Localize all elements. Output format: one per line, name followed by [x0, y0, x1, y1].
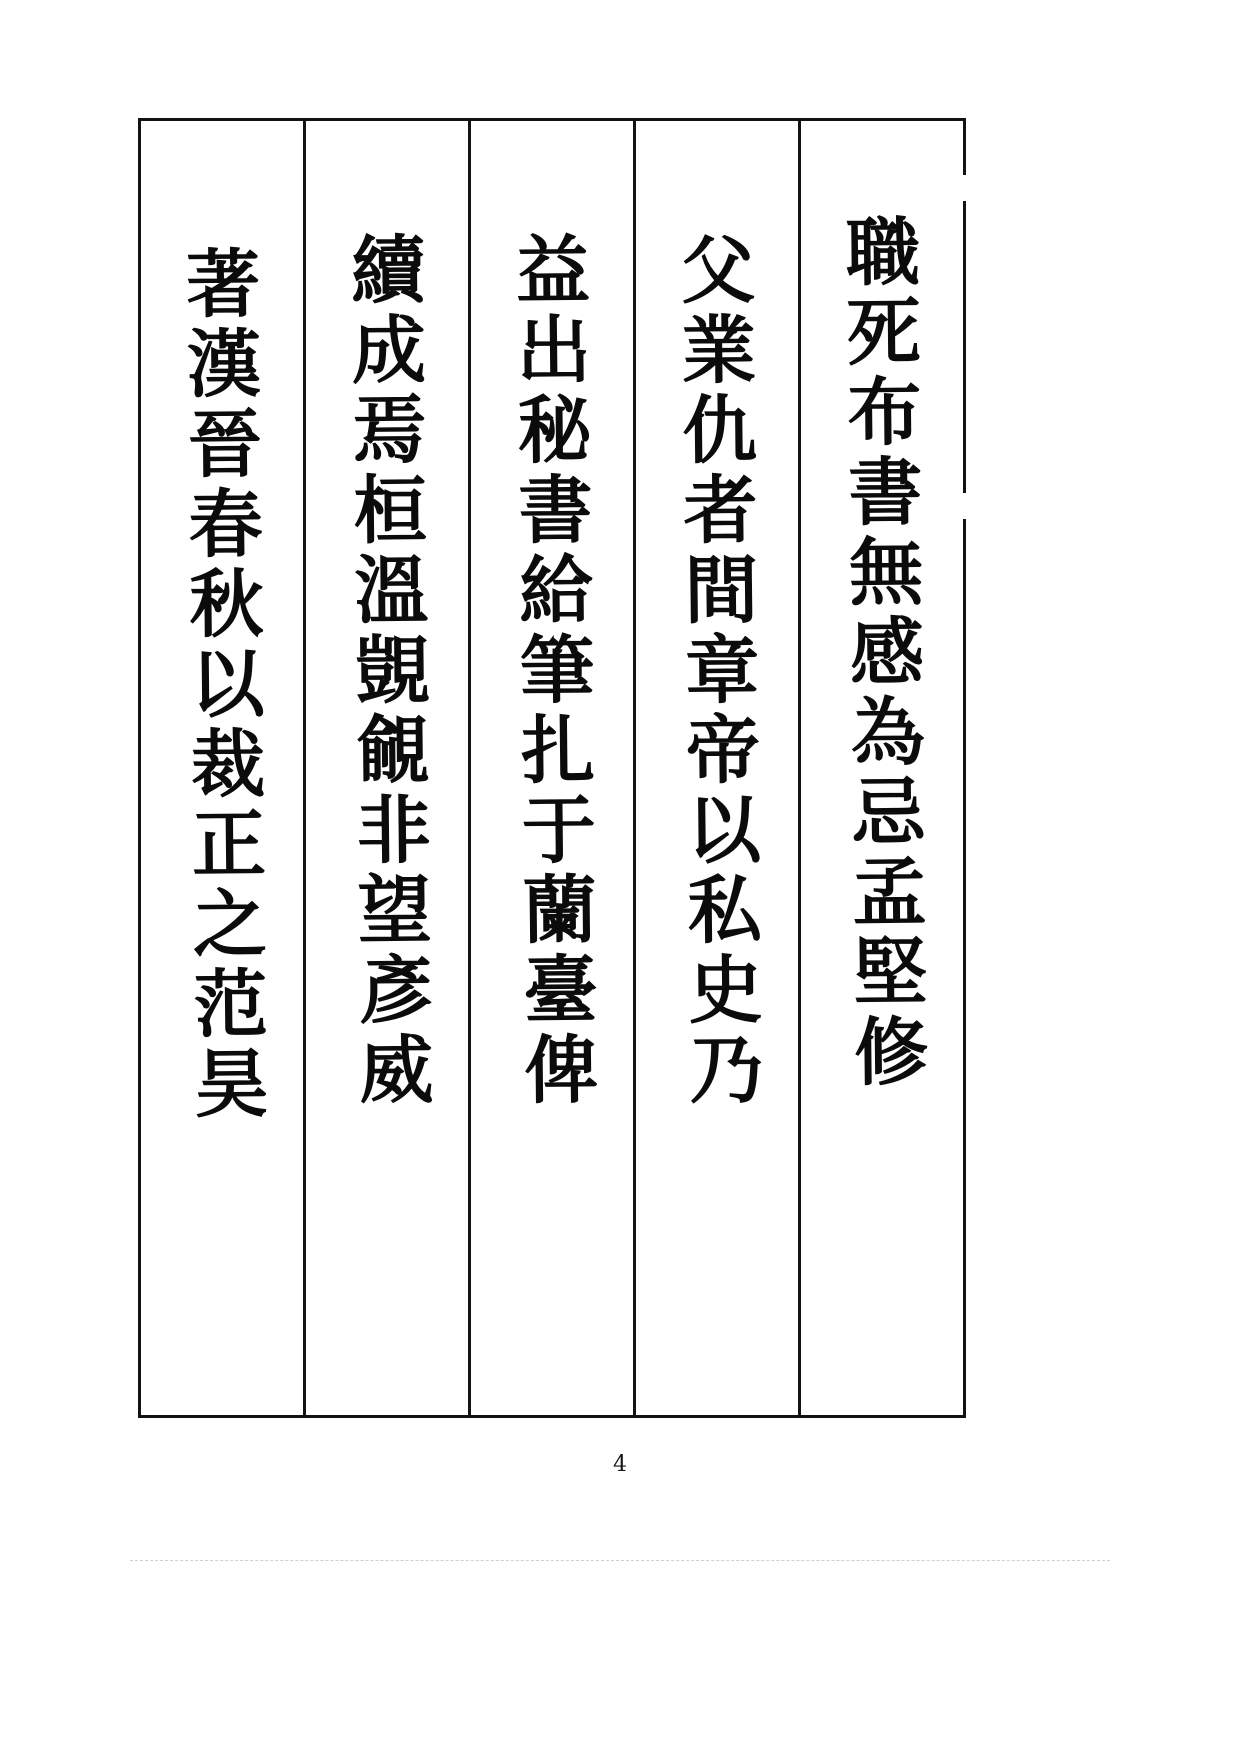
- vertical-text-columns: [141, 121, 963, 1415]
- column-4-text: 續成焉桓溫覬覦非望彥威: [338, 230, 434, 1112]
- page-number: 4: [613, 1452, 627, 1477]
- column-1-text: 職死布書無感為忌孟堅修: [833, 212, 929, 1094]
- text-column-5: [141, 121, 303, 1415]
- text-block-frame: [138, 118, 966, 1418]
- column-2-text: 父業仇者間章帝以私史乃: [668, 230, 764, 1112]
- text-column-2: [633, 121, 798, 1415]
- text-column-1: [798, 121, 963, 1415]
- register-guide-line: [130, 1560, 1110, 1562]
- text-column-3: [468, 121, 633, 1415]
- column-3-text: 益出秘書給筆扎于蘭臺俾: [503, 230, 599, 1112]
- column-5-text: 著漢晉春秋以裁正之范昊: [173, 244, 269, 1126]
- text-column-4: [303, 121, 468, 1415]
